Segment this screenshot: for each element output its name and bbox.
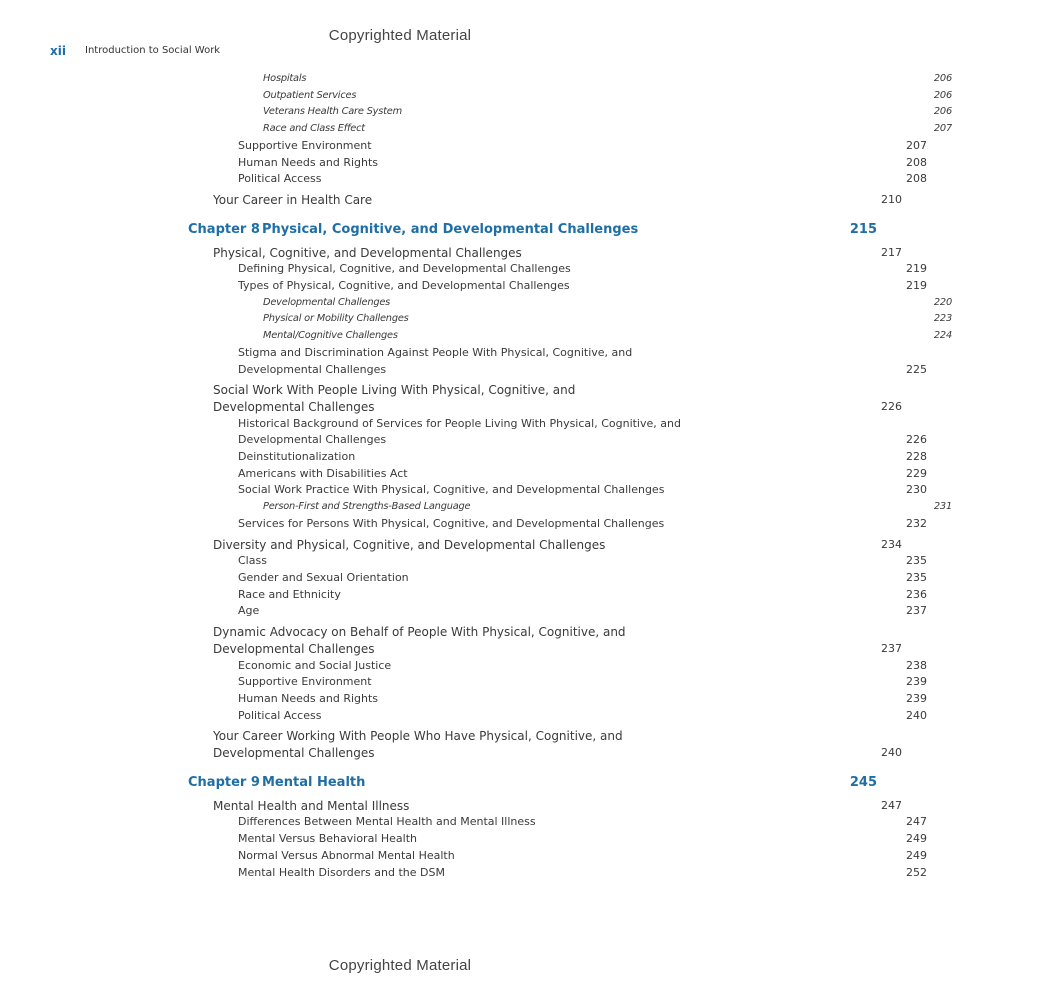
toc-entry <box>0 449 1038 466</box>
toc-entry-title: Developmental Challenges <box>263 296 391 308</box>
toc-entry <box>0 278 1038 295</box>
toc-entry-title: Diversity and Physical, Cognitive, and Developmental Challenges <box>213 537 606 552</box>
toc-entry-title: Deinstitutionalization <box>238 450 356 464</box>
toc-page-number: 228 <box>906 450 927 464</box>
toc-entry-title: Age <box>238 604 260 618</box>
toc-entry <box>0 261 1038 278</box>
watermark-top: Copyrighted Material <box>328 27 472 44</box>
toc-page-number: 240 <box>881 746 902 760</box>
toc-entry-title: Mental Health Disorders and the DSM <box>238 865 445 879</box>
toc-entry-title: Physical or Mobility Challenges <box>263 313 409 325</box>
toc-page-number: 238 <box>906 658 927 672</box>
toc-entry <box>0 798 1013 815</box>
toc-page-number: 219 <box>906 279 927 293</box>
toc-page-number: 223 <box>933 313 952 325</box>
toc-page-number: 207 <box>933 123 952 135</box>
toc-entry <box>0 865 1038 882</box>
toc-entry <box>0 708 1038 725</box>
toc-entry <box>0 328 1063 345</box>
toc-page-number: 206 <box>933 89 952 101</box>
toc-entry <box>0 71 1063 88</box>
toc-entry <box>0 553 1038 570</box>
toc-page-number: 230 <box>906 483 927 497</box>
toc-entry <box>0 104 1063 121</box>
toc-page-number: 220 <box>933 296 952 308</box>
toc-page-number: 206 <box>933 73 952 84</box>
toc-entry <box>0 295 1063 312</box>
toc-entry <box>0 171 1038 188</box>
toc-entry-title: Veterans Health Care System <box>263 106 402 118</box>
chapter-number: Chapter 8 <box>188 221 260 237</box>
toc-entry-title: Physical, Cognitive, and Developmental Challenges <box>213 245 522 260</box>
toc-page-number: 237 <box>906 604 927 618</box>
toc-entry-title-continued: Developmental Challenges <box>213 399 375 414</box>
toc-entry <box>0 499 1063 516</box>
toc-entry <box>0 155 1038 172</box>
toc-entry-title-continued: Developmental Challenges <box>238 362 387 376</box>
chapter-title: Physical, Cognitive, and Developmental Challenges <box>262 221 639 237</box>
toc-entry-title-continued: Developmental Challenges <box>213 641 375 656</box>
toc-entry-title: Race and Class Effect <box>263 123 365 135</box>
toc-entry-title: Supportive Environment <box>238 138 372 152</box>
toc-entry <box>0 121 1063 138</box>
toc-page-number: 240 <box>906 708 927 722</box>
chapter-title: Mental Health <box>262 774 366 790</box>
toc-page-number: 247 <box>906 815 927 829</box>
toc-entry-title: Defining Physical, Cognitive, and Developmental Challenges <box>238 262 571 276</box>
toc-entry <box>0 382 1013 415</box>
toc-page-number: 217 <box>881 245 902 259</box>
watermark-bottom: Copyrighted Material <box>328 957 472 974</box>
toc-entry <box>0 138 1038 155</box>
toc-entry-title: Outpatient Services <box>263 89 357 101</box>
table-of-contents <box>0 71 952 881</box>
toc-page-number: 226 <box>906 433 927 447</box>
chapter-heading <box>0 774 988 792</box>
toc-page-number: 249 <box>906 848 927 862</box>
toc-page-number: 208 <box>906 155 927 169</box>
toc-entry <box>0 658 1038 675</box>
toc-entry <box>0 311 1063 328</box>
toc-entry-title: Services for Persons With Physical, Cognitive, and Developmental Challenges <box>238 516 665 530</box>
toc-entry-title: Human Needs and Rights <box>238 155 379 169</box>
toc-entry-title: Political Access <box>238 172 322 186</box>
toc-page-number: 235 <box>906 570 927 584</box>
running-title: Introduction to Social Work <box>85 45 221 56</box>
toc-page-number: 215 <box>849 221 877 237</box>
toc-entry <box>0 482 1038 499</box>
toc-entry <box>0 88 1063 105</box>
toc-page-number: 252 <box>906 865 927 879</box>
toc-entry <box>0 416 1038 449</box>
toc-page-number: 236 <box>906 587 927 601</box>
toc-entry-title: Human Needs and Rights <box>238 691 379 705</box>
toc-entry-title-continued: Developmental Challenges <box>238 433 387 447</box>
toc-page-number: 239 <box>906 675 927 689</box>
toc-entry <box>0 814 1038 831</box>
toc-page-number: 235 <box>906 554 927 568</box>
toc-page-number: 225 <box>906 362 927 376</box>
toc-page-number: 210 <box>881 192 902 206</box>
toc-page-number: 239 <box>906 691 927 705</box>
toc-entry-title: Mental Health and Mental Illness <box>213 798 410 813</box>
toc-entry <box>0 587 1038 604</box>
toc-entry-title: Supportive Environment <box>238 675 372 689</box>
page-number: xii <box>50 44 66 58</box>
toc-entry-title: Dynamic Advocacy on Behalf of People With Physical, Cognitive, and <box>213 625 626 640</box>
chapter-heading <box>0 221 988 239</box>
toc-entry <box>0 192 1013 209</box>
toc-entry-title: Gender and Sexual Orientation <box>238 570 409 584</box>
toc-entry <box>0 728 1013 761</box>
toc-page-number: 207 <box>906 138 927 152</box>
toc-page-number: 206 <box>933 106 952 118</box>
toc-page-number: 229 <box>906 466 927 480</box>
chapter-number: Chapter 9 <box>188 774 260 790</box>
toc-entry <box>0 831 1038 848</box>
toc-page-number: 247 <box>881 798 902 812</box>
toc-entry <box>0 537 1013 554</box>
toc-entry <box>0 516 1038 533</box>
toc-entry <box>0 570 1038 587</box>
toc-entry-title: Hospitals <box>263 73 307 84</box>
toc-page-number: 231 <box>933 501 952 513</box>
toc-entry <box>0 466 1038 483</box>
toc-page-number: 224 <box>933 330 952 342</box>
toc-entry-title: Class <box>238 554 267 568</box>
toc-entry-title: Stigma and Discrimination Against People With Physical, Cognitive, and <box>238 345 633 359</box>
toc-entry-title: Mental Versus Behavioral Health <box>238 832 417 846</box>
toc-entry-title: Normal Versus Abnormal Mental Health <box>238 848 455 862</box>
toc-entry <box>0 624 1013 657</box>
toc-entry-title-continued: Developmental Challenges <box>213 746 375 761</box>
toc-entry-title: Social Work Practice With Physical, Cognitive, and Developmental Challenges <box>238 483 665 497</box>
toc-entry-title: Americans with Disabilities Act <box>238 466 408 480</box>
toc-entry-title: Types of Physical, Cognitive, and Developmental Challenges <box>238 279 570 293</box>
toc-entry <box>0 245 1013 262</box>
toc-entry-title: Historical Background of Services for People Living With Physical, Cognitive, and <box>238 416 681 430</box>
toc-entry-title: Mental/Cognitive Challenges <box>263 330 398 342</box>
toc-entry <box>0 691 1038 708</box>
toc-entry-title: Race and Ethnicity <box>238 587 341 601</box>
toc-entry <box>0 603 1038 620</box>
toc-entry-title: Your Career in Health Care <box>213 192 373 207</box>
toc-entry-title: Person-First and Strengths-Based Language <box>263 501 471 513</box>
toc-page-number: 208 <box>906 172 927 186</box>
toc-entry-title: Your Career Working With People Who Have Physical, Cognitive, and <box>213 729 623 744</box>
toc-entry-title: Economic and Social Justice <box>238 658 392 672</box>
toc-entry <box>0 345 1038 378</box>
toc-entry-title: Differences Between Mental Health and Mental Illness <box>238 815 536 829</box>
toc-entry <box>0 674 1038 691</box>
toc-page-number: 226 <box>881 399 902 413</box>
toc-page-number: 219 <box>906 262 927 276</box>
toc-page-number: 232 <box>906 516 927 530</box>
toc-entry <box>0 848 1038 865</box>
toc-page-number: 234 <box>881 537 902 551</box>
toc-page-number: 249 <box>906 832 927 846</box>
toc-page-number: 237 <box>881 641 902 655</box>
toc-page-number: 245 <box>849 774 877 790</box>
toc-entry-title: Political Access <box>238 708 322 722</box>
toc-entry-title: Social Work With People Living With Physical, Cognitive, and <box>213 383 576 398</box>
